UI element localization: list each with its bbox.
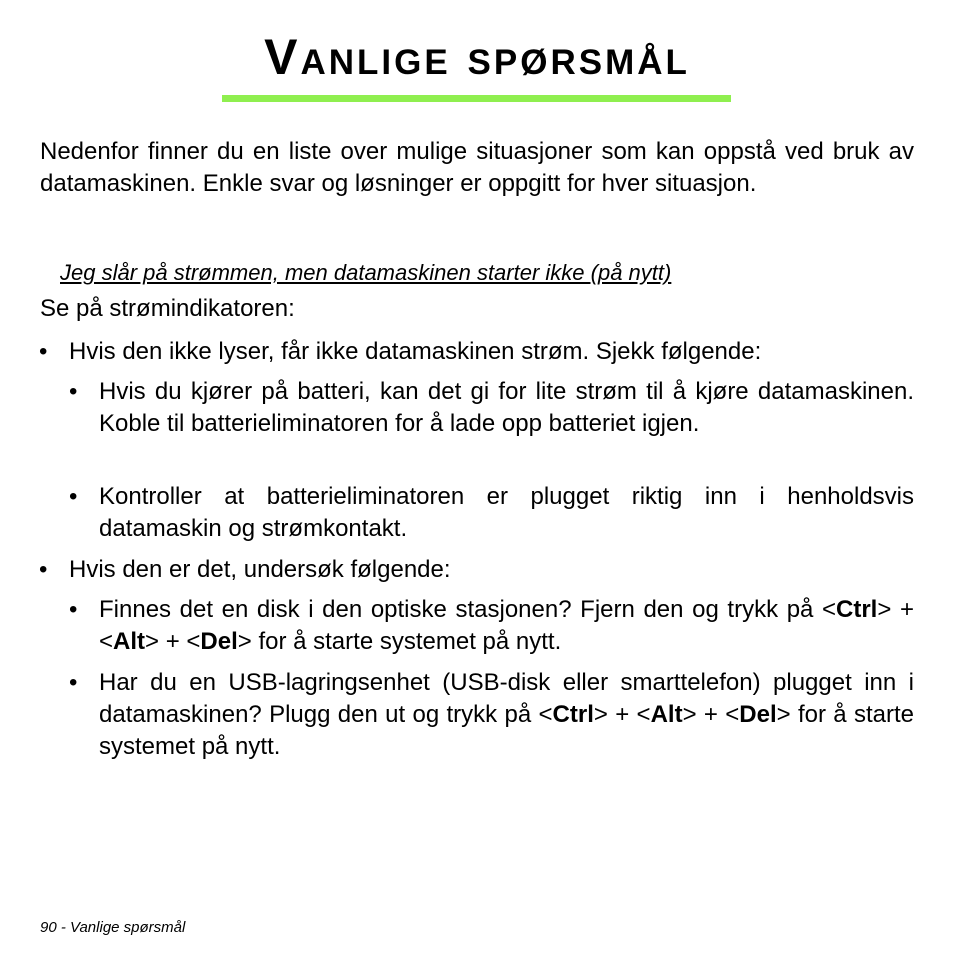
page-footer: 90 - Vanlige spørsmål <box>40 919 186 936</box>
bullet-text: Hvis du kjører på batteri, kan det gi for lite strøm til å kjøre datamaskinen. Koble til batterieliminatoren for å lade opp batteriet igjen. <box>99 378 914 437</box>
key-alt: Alt <box>113 628 146 655</box>
page-title: Vanlige spørsmål <box>264 29 690 85</box>
bullet-marker: • <box>69 596 78 623</box>
bullet-item <box>39 554 914 586</box>
bullet-text: Kontroller at batterieliminatoren er plugget riktig inn i henholdsvis datamaskin og strømkontakt. <box>99 483 914 542</box>
sub-bullet-item <box>69 376 914 440</box>
sub-bullet-item <box>69 594 915 658</box>
bullet-text: Hvis den er det, undersøk følgende: <box>69 556 451 583</box>
lead-text: Se på strømindikatoren: <box>40 295 295 322</box>
bullet-marker: • <box>39 556 48 583</box>
faq-question: Jeg slår på strømmen, men datamaskinen starter ikke (på nytt) <box>60 260 672 285</box>
bullet-marker: • <box>69 483 78 510</box>
bullet-marker: • <box>39 338 48 365</box>
intro-paragraph: Nedenfor finner du en liste over mulige situasjoner som kan oppstå ved bruk av datamaskinen. Enkle svar og løsninger er oppgitt for hver situasjon. <box>40 138 914 197</box>
key-del: Del <box>200 628 238 655</box>
key-alt: Alt <box>650 701 683 728</box>
key-ctrl: Ctrl <box>836 596 878 623</box>
bullet-text: Finnes det en disk i den optiske stasjonen? Fjern den og trykk på <Ctrl> + <Alt> + <Del> for å starte systemet på nytt. <box>99 596 915 655</box>
key-ctrl: Ctrl <box>552 701 594 728</box>
bullet-marker: • <box>69 669 78 696</box>
bullet-marker: • <box>69 378 78 405</box>
bullet-text: Hvis den ikke lyser, får ikke datamaskinen strøm. Sjekk følgende: <box>69 338 762 365</box>
sub-bullet-item <box>69 481 914 545</box>
title-underline <box>222 95 731 102</box>
bullet-text: Har du en USB-lagringsenhet (USB-disk eller smarttelefon) plugget inn i datamaskinen? Plugg den ut og trykk på <Ctrl> + <Alt> + <Del> for å starte systemet på nytt. <box>99 669 914 760</box>
sub-bullet-item <box>69 667 914 763</box>
bullet-item <box>39 336 914 368</box>
key-del: Del <box>739 701 777 728</box>
